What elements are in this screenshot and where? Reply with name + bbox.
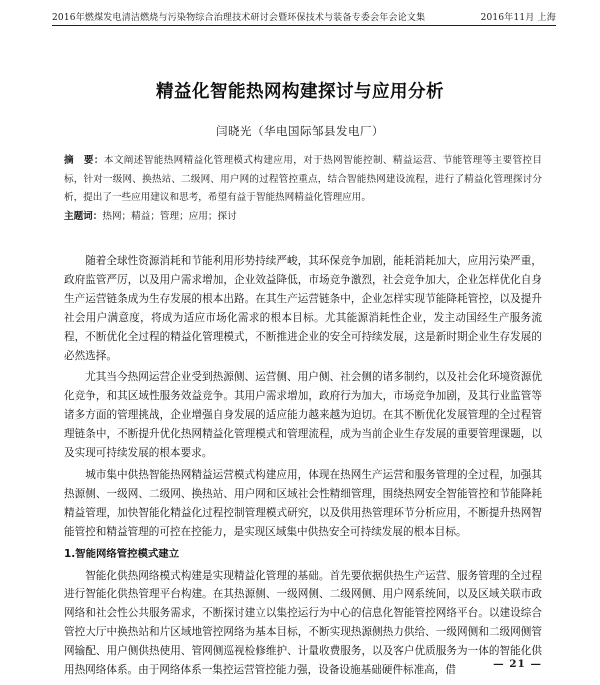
body-paragraph-2: 尤其当今热网运营企业受到热源侧、运营侧、用户侧、社会侧的诸多制约，以及社会化环境资源优化竞争，和其区域性服务效益竞争。其用户需求增加，政府行为加大，市场竞争加剧，及其行业监管等诸多方面的管理挑战，企业增强自身发展的适应能力越来越为迫切。在其不断优化发展管理的全过程管理链条中，不断提升优化热网精益化管理模式和管理流程，成为当前企业生存发展的重要管理课题，以及实现可持续发展的根本要求。 xyxy=(64,371,542,460)
keywords-text: 热网；精益；管理；应用；探讨 xyxy=(102,211,237,222)
body-text xyxy=(64,252,542,683)
abstract-block xyxy=(64,152,542,208)
running-header xyxy=(52,10,556,23)
body-paragraph-4: 智能化供热网络模式构建是实现精益化管理的基础。首先要依据供热生产运营、服务管理的全过程进行智能化供热管理平台构建。在其热源侧、一级网侧、二级网侧、用户网系统间，以及区域关联市政网络和社会性公共服务需求，不断探讨建立以集控运行为中心的信息化智能管控网络平台。以建设综合管控大厅中换热站和片区域地管控网络为基本目标，不断实现热源侧热力供给、一级网侧和二级网侧管网输配、用户侧供热使用、管网侧巡视检修维护、计量收费服务，以及客户优质服务为一体的智能化供用热网络体系。由于网络体系一集控运营管控能力强，设备设施基础硬件标准高，借 xyxy=(64,569,542,677)
conference-date-place: 2016年11月 上海 xyxy=(480,13,556,23)
body-paragraph-3: 城市集中供热智能热网精益运营模式构建应用，体现在热网生产运营和服务管理的全过程，加强其热源侧、一级网、二级网、换热站、用户网和区域社会性精细管理，围绕热网安全智能管控和节能降耗精益管理，加快智能化精益化过程控制管理模式研究，以及供用热管理环节分析应用，不断提升热网智能管控和精益管理的可控在控能力，是实现区域集中供热安全可持续发展的根本目标。 xyxy=(64,468,542,538)
author-line: 闫晓光（华电国际邹县发电厂） xyxy=(216,124,384,138)
body-paragraph-1: 随着全球性资源消耗和节能利用形势持续严峻，其环保竞争加剧，能耗消耗加大，应用污染严重，政府监管严厉，以及用户需求增加，企业效益降低，市场竞争激烈，社会竞争加大，企业怎样优化自身生产运营链条成为生存发展的根本出路。在其生产运营链条中，企业怎样实现节能降耗管控，以及提升社会用户满意度，将成为适应市场化需求的根本目标。尤其能源消耗性企业，发主动国经生产服务流程，不断优化全过程的精益化管理模式，不断推进企业的安全可持续发展，这是新时期企业生存发展的必然选择。 xyxy=(64,255,542,362)
abstract-text: 本文阐述智能热网精益化管理模式构建应用，对于热网智能控制、精益运营、节能管理等主要管控目标，针对一级网、换热站、二级网、用户网的过程管控重点，结合智能热网建设流程，进行了精益化管理探讨分析，提出了一些应用建议和思考，希望有益于智能热网精益化管理应用。 xyxy=(64,155,543,204)
keywords-block xyxy=(64,208,542,227)
keywords-label: 主题词： xyxy=(64,211,103,222)
page-number: — 21 — xyxy=(493,658,542,670)
section-heading: 1.智能网络管控模式建立 xyxy=(64,547,180,560)
header-rule xyxy=(52,25,556,26)
abstract-label: 摘 要： xyxy=(64,155,104,166)
paper-title: 精益化智能热网构建探讨与应用分析 xyxy=(156,82,444,102)
conference-name: 2016年燃煤发电清洁燃烧与污染物综合治理技术研讨会暨环保技术与装备专委会年会论文集 xyxy=(52,13,426,23)
